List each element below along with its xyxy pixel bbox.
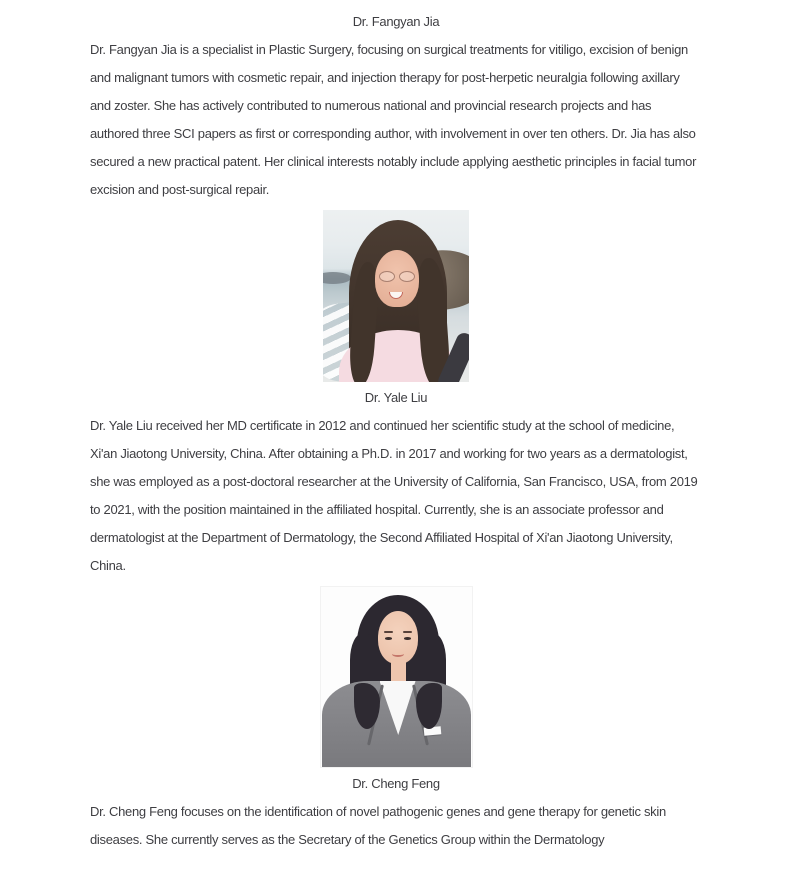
photo-rock-shape	[323, 272, 351, 284]
photo-smile-shape	[392, 651, 404, 657]
dr-yale-liu-photo	[323, 210, 469, 382]
heading-dr-cheng-feng: Dr. Cheng Feng	[352, 776, 440, 791]
photo-eyes-shape	[385, 637, 411, 640]
heading-dr-yale-liu: Dr. Yale Liu	[364, 390, 428, 405]
photo-glasses-lens	[379, 271, 395, 282]
photo-glasses-shape	[379, 271, 415, 281]
bio-dr-cheng-feng: Dr. Cheng Feng focuses on the identification of novel pathogenic genes and gene therapy for genetic skin diseases. She currently serves as the Secretary of the Genetics Group within the Dermatology	[90, 804, 666, 847]
dr-cheng-feng-photo	[320, 586, 473, 768]
photo-eye	[404, 637, 411, 640]
photo-eyebrows-shape	[384, 631, 412, 634]
photo-eyebrow	[403, 631, 412, 633]
photo-glasses-lens	[399, 271, 415, 282]
bio-dr-fangyan-jia: Dr. Fangyan Jia is a specialist in Plastic Surgery, focusing on surgical treatments for vitiligo, excision of benign and malignant tumors with cosmetic repair, and injection therapy for post-herpetic neuralgia following axillary and zoster. She has actively contributed to numerous national and provincial research projects and has authored three SCI papers as first or corresponding author, with involvement in over ten others. Dr. Jia has also secured a new practical patent. Her clinical interests notably include applying aesthetic principles in facial tumor excision and post-surgical repair.	[90, 42, 697, 197]
heading-dr-fangyan-jia: Dr. Fangyan Jia	[352, 14, 440, 29]
photo-eyebrow	[384, 631, 393, 633]
photo-eye	[385, 637, 392, 640]
bio-dr-yale-liu: Dr. Yale Liu received her MD certificate in 2012 and continued her scientific study at the school of medicine, Xi'an Jiaotong University, China. After obtaining a Ph.D. in 2017 and working for two years as a dermatologist, she was employed as a post-doctoral researcher at the University of California, San Francisco, USA, from 2019 to 2021, with the position maintained in the affiliated hospital. Currently, she is an associate professor and dermatologist at the Department of Dermatology, the Second Affiliated Hospital of Xi'an Jiaotong University, China.	[90, 418, 698, 573]
